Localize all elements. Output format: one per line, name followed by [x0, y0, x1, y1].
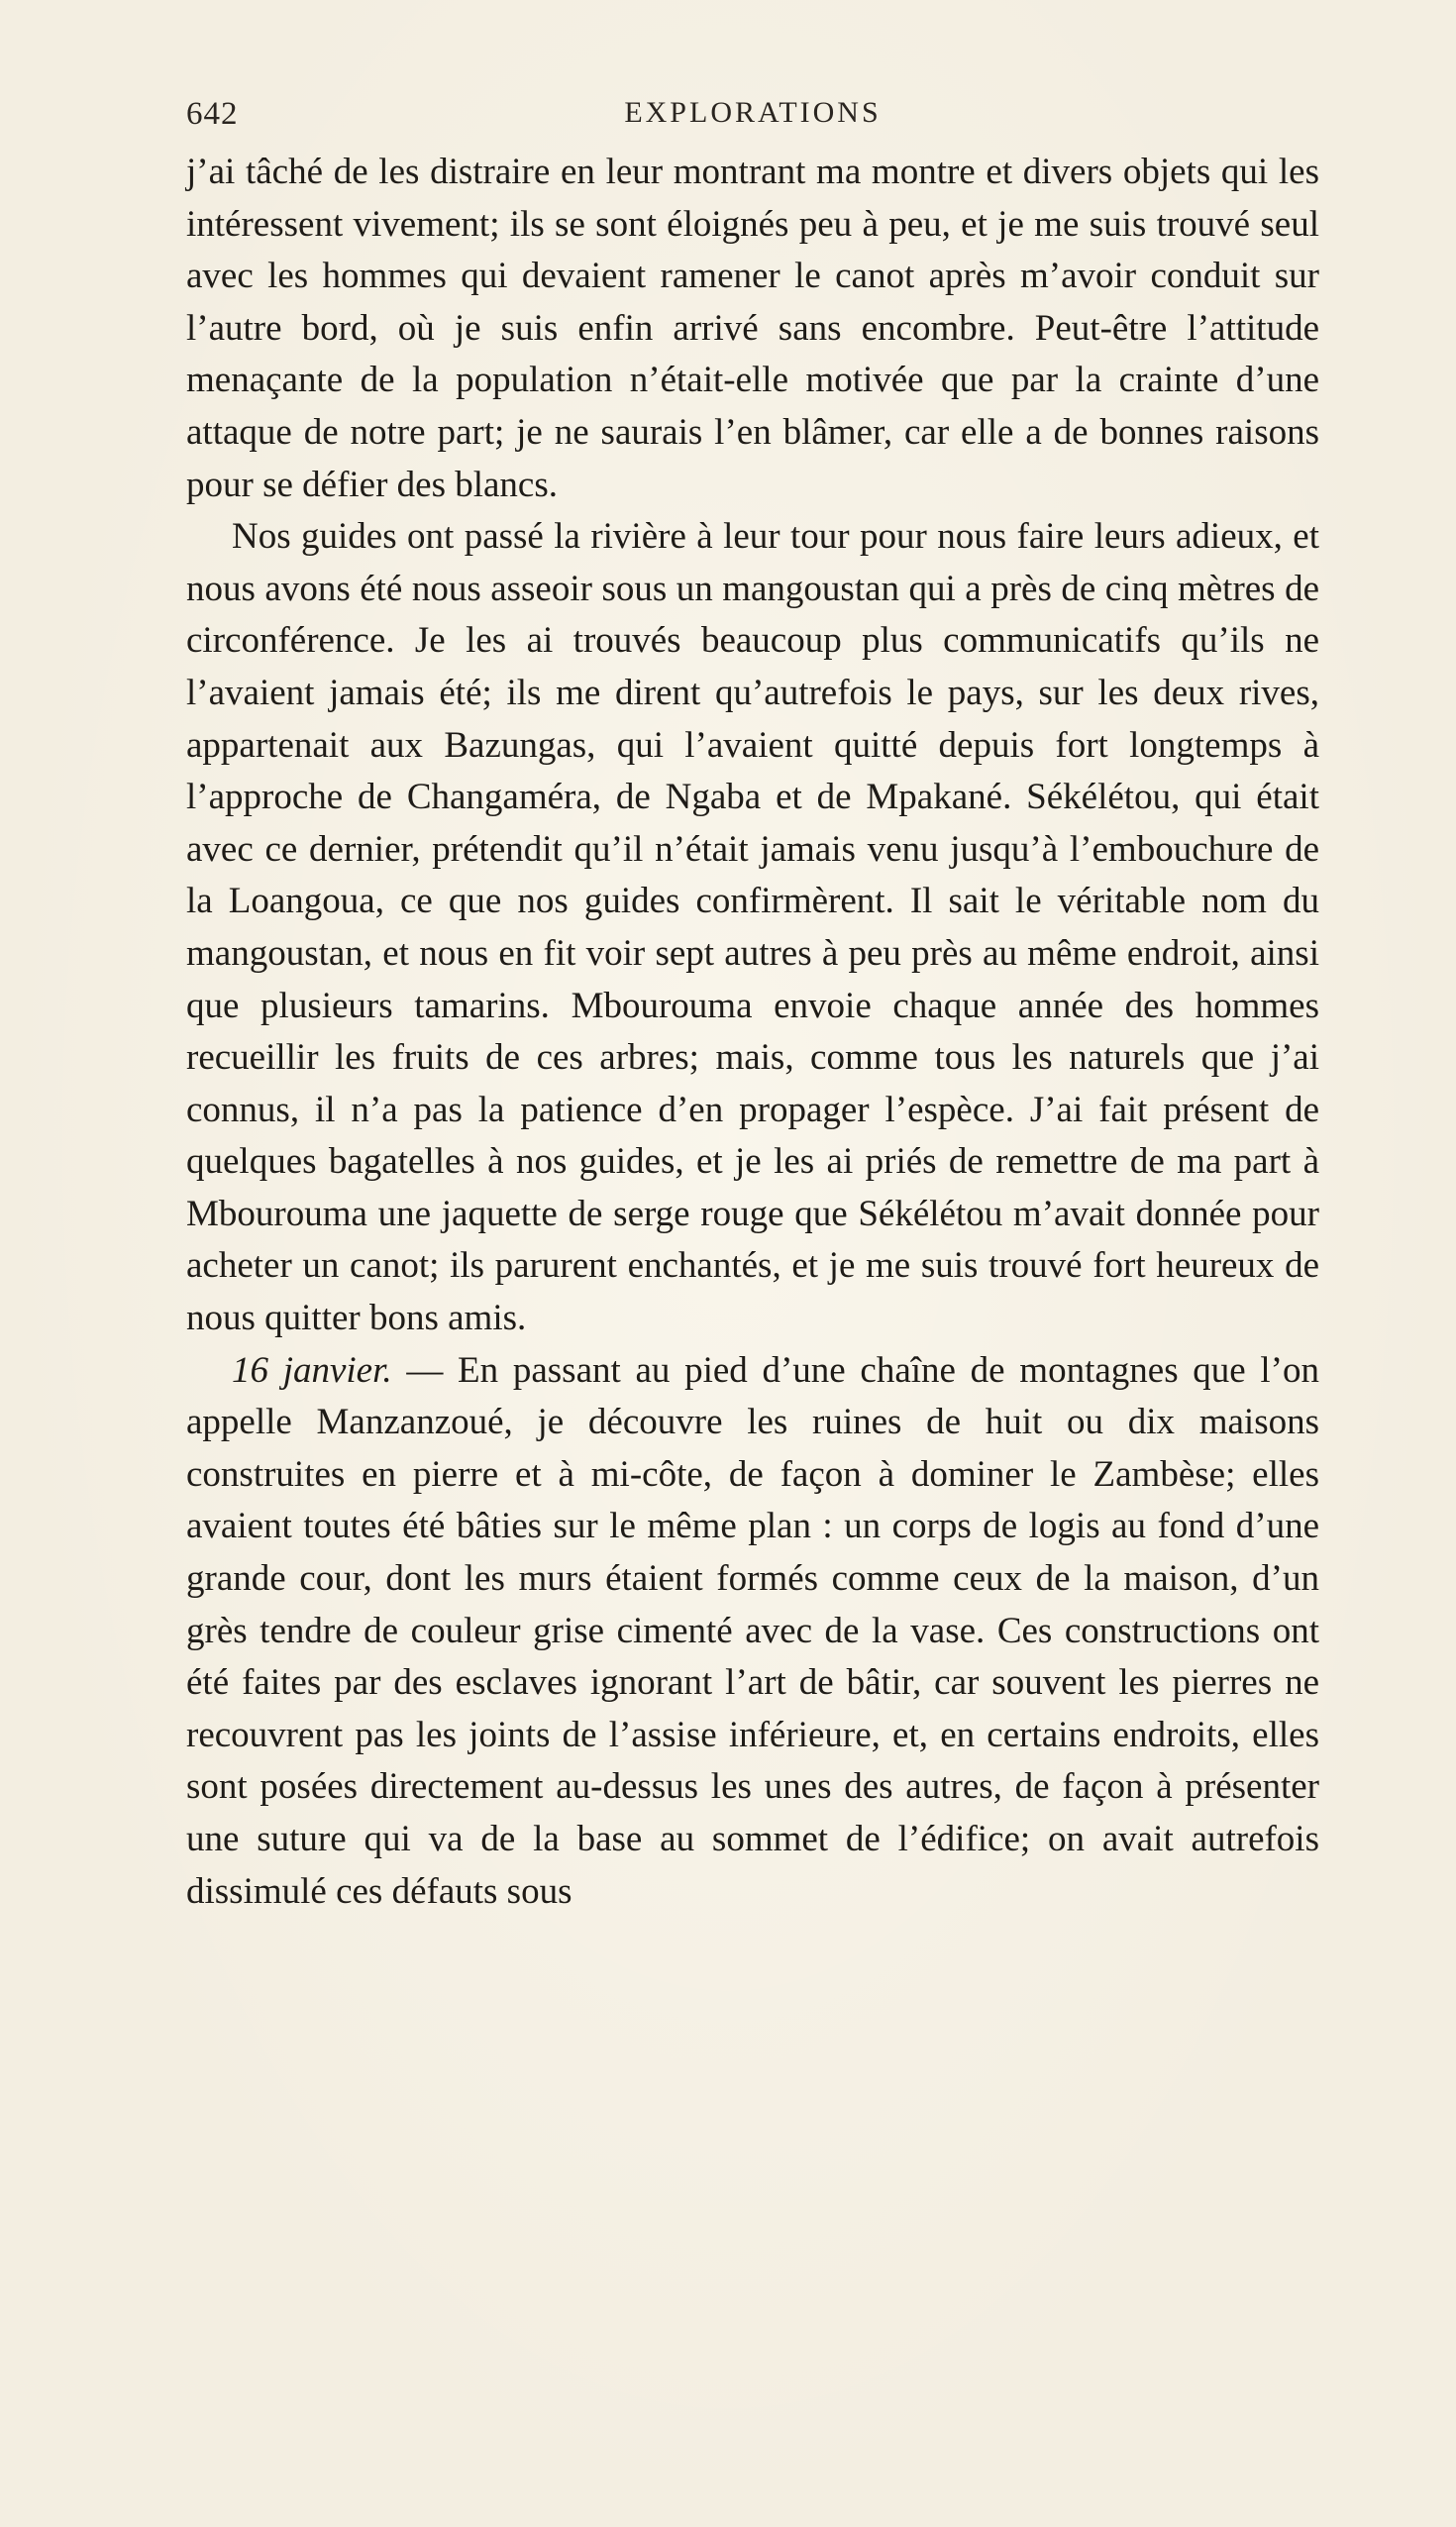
- paragraph-2: Nos guides ont passé la rivière à leur tour pour nous faire leurs adieux, et nous avons été nous asseoir sous un mangoustan qui a près de cinq mètres de circonférence. Je les ai trouvés beaucoup plus communicatifs qu’ils ne l’avaient jamais été; ils me dirent qu’autrefois le pays, sur les deux rives, appartenait aux Bazungas, qui l’avaient quitté depuis fort longtemps à l’approche de Changaméra, de Ngaba et de Mpakané. Sékélétou, qui était avec ce dernier, prétendit qu’il n’était jamais venu jusqu’à l’embouchure de la Loangoua, ce que nos guides confirmèrent. Il sait le véritable nom du mangoustan, et nous en fit voir sept autres à peu près au même endroit, ainsi que plusieurs tamarins. Mbourouma envoie chaque année des hommes recueillir les fruits de ces arbres; mais, comme tous les naturels que j’ai connus, il n’a pas la patience d’en propager l’espèce. J’ai fait présent de quelques bagatelles à nos guides, et je les ai priés de remettre de ma part à Mbourouma une jaquette de serge rouge que Sékélétou m’avait donnée pour acheter un canot; ils parurent enchantés, et je me suis trouvé fort heureux de nous quitter bons amis.: [186, 516, 1319, 1339]
- paragraph-1: j’ai tâché de les distraire en leur montrant ma montre et divers objets qui les intéressent vivement; ils se sont éloignés peu à peu, et je me suis trouvé seul avec les hommes qui devaient ramener le canot après m’avoir conduit sur l’autre bord, où je suis enfin arrivé sans encombre. Peut-être l’attitude menaçante de la population n’était-elle motivée que par la crainte d’une attaque de notre part; je ne saurais l’en blâmer, car elle a de bonnes raisons pour se défier des blancs.: [186, 152, 1319, 505]
- body-text: [186, 147, 1319, 1918]
- paragraph-3: [186, 1345, 1319, 1919]
- paragraph-3-text: — En passant au pied d’une chaîne de montagnes que l’on appelle Manzanzoué, je découvre les ruines de huit ou dix maisons construites en pierre et à mi-côte, de façon à dominer le Zambèse; elles avaient toutes été bâties sur le même plan : un corps de logis au fond d’une grande cour, dont les murs étaient formés comme ceux de la maison, d’un grès tendre de couleur grise cimenté avec de la vase. Ces constructions ont été faites par des esclaves ignorant l’art de bâtir, car souvent les pierres ne recouvrent pas les joints de l’assise inférieure, et, en certains endroits, elles sont posées directement au-dessus les unes des autres, de façon à présenter une suture qui va de la base au sommet de l’édifice; on avait autrefois dissimulé ces défauts sous: [186, 1349, 1320, 1912]
- running-head: [186, 96, 1319, 140]
- page-number: 642: [186, 96, 239, 132]
- entry-date: 16 janvier.: [232, 1349, 392, 1391]
- running-title: EXPLORATIONS: [624, 96, 882, 129]
